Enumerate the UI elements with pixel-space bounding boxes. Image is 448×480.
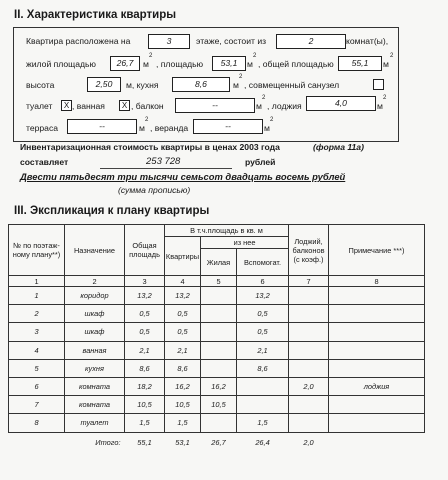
bath-checkbox: X	[119, 100, 130, 111]
header-flats: Квартиры	[165, 237, 201, 276]
label-bath: , ванная	[72, 101, 105, 111]
table-row	[9, 359, 425, 377]
cell-aux: 0,5	[237, 323, 289, 341]
cell-num: 7	[9, 396, 65, 414]
loggia-field: 4,0	[306, 96, 376, 111]
unit-sup: 2	[383, 95, 387, 101]
cell-name: кухня	[65, 359, 125, 377]
unit-m: м	[247, 59, 253, 69]
cell-num: 8	[9, 414, 65, 432]
cell-note	[329, 341, 425, 359]
unit-sup: 2	[390, 53, 394, 59]
section-2-title: II. Характеристика квартиры	[14, 9, 177, 21]
cell-loggia	[289, 396, 329, 414]
cell-num: 5	[9, 359, 65, 377]
cost-label: Инвентаризационная стоимость квартиры в ценах 2003 года	[20, 142, 280, 152]
col-number: 6	[237, 276, 289, 287]
cell-loggia: 2,0	[289, 377, 329, 395]
cell-total: 18,2	[125, 377, 165, 395]
cell-num: 4	[9, 341, 65, 359]
header-of-which: из нее	[201, 237, 289, 249]
cell-num: 1	[9, 287, 65, 305]
cost-form: (форма 11а)	[313, 142, 364, 152]
cost-unit: рублей	[245, 157, 276, 167]
cell-aux	[237, 396, 289, 414]
unit-m: м	[256, 101, 262, 111]
header-note: Примечание ***)	[329, 225, 425, 276]
combined-bathroom-checkbox	[373, 79, 384, 90]
cost-words: Двести пятьдесят три тысячи семьсот двадцать восемь рублей	[20, 171, 346, 182]
unit-sup: 2	[262, 95, 266, 101]
cell-loggia	[289, 305, 329, 323]
toilet-checkbox: X	[61, 100, 72, 111]
cost-words-note: (сумма прописью)	[118, 185, 191, 195]
section-3-title: III. Экспликация к плану квартиры	[14, 205, 210, 217]
table-row	[9, 341, 425, 359]
cell-note	[329, 396, 425, 414]
height-field: 2,50	[87, 77, 121, 92]
cell-aux	[237, 377, 289, 395]
unit-sup: 2	[149, 53, 153, 59]
cell-name: шкаф	[65, 305, 125, 323]
label-terrace: терраса	[26, 123, 59, 133]
cell-num: 3	[9, 323, 65, 341]
balcony-field: --	[175, 98, 255, 113]
area-field: 53,1	[212, 56, 246, 71]
cell-name: ванная	[65, 341, 125, 359]
cell-flat: 1,5	[165, 414, 201, 432]
cell-total: 2,1	[125, 341, 165, 359]
col-number: 5	[201, 276, 237, 287]
cell-note	[329, 359, 425, 377]
cell-total: 1,5	[125, 414, 165, 432]
label-total-area: , общей площадью	[258, 59, 334, 69]
header-living: Жилая	[201, 249, 237, 276]
label-living: жилой площадью	[26, 59, 96, 69]
cell-note: лоджия	[329, 377, 425, 395]
label-veranda: , веранда	[150, 123, 189, 133]
cell-note	[329, 414, 425, 432]
col-number: 4	[165, 276, 201, 287]
header-total: Общая площадь	[125, 225, 165, 276]
label-rooms-suffix: комнат(ы),	[346, 36, 389, 46]
cell-flat: 2,1	[165, 341, 201, 359]
cell-flat: 10,5	[165, 396, 201, 414]
unit-sup: 2	[145, 117, 149, 123]
floor-field: 3	[148, 34, 190, 49]
cell-flat: 13,2	[165, 287, 201, 305]
cell-living	[201, 414, 237, 432]
cell-living	[201, 287, 237, 305]
cell-aux: 13,2	[237, 287, 289, 305]
kitchen-field: 8,6	[172, 77, 230, 92]
cell-note	[329, 323, 425, 341]
cell-name: коридор	[65, 287, 125, 305]
totals-label: Итого:	[95, 438, 121, 447]
cell-total: 0,5	[125, 305, 165, 323]
unit-m: м	[143, 59, 149, 69]
label-height: высота	[26, 80, 55, 90]
cell-loggia	[289, 341, 329, 359]
rooms-field: 2	[276, 34, 346, 49]
label-bathroom: , совмещенный санузел	[244, 80, 340, 90]
veranda-field: --	[193, 119, 263, 134]
cell-loggia	[289, 287, 329, 305]
unit-sup: 2	[239, 74, 243, 80]
totals-aux: 26,4	[255, 438, 270, 447]
cost-underline	[100, 168, 232, 169]
cell-aux: 1,5	[237, 414, 289, 432]
totals-living: 26,7	[211, 438, 226, 447]
cell-name: туалет	[65, 414, 125, 432]
unit-sup: 2	[253, 53, 257, 59]
header-aux: Вспомогат.	[237, 249, 289, 276]
cell-aux: 0,5	[237, 305, 289, 323]
cell-living: 10,5	[201, 396, 237, 414]
cell-loggia	[289, 414, 329, 432]
cell-name: шкаф	[65, 323, 125, 341]
cell-note	[329, 287, 425, 305]
header-num: № по поэтаж-ному плану**)	[9, 225, 65, 276]
table-row	[9, 305, 425, 323]
cell-total: 10,5	[125, 396, 165, 414]
living-area-field: 26,7	[110, 56, 140, 71]
total-area-field: 55,1	[338, 56, 382, 71]
totals-total: 55,1	[137, 438, 152, 447]
table-row	[9, 396, 425, 414]
table-row	[9, 287, 425, 305]
col-number: 8	[329, 276, 425, 287]
header-incl: В т.ч.площадь в кв. м	[165, 225, 289, 237]
cell-aux: 8,6	[237, 359, 289, 377]
cell-living: 16,2	[201, 377, 237, 395]
label-floor: Квартира расположена на	[26, 36, 131, 46]
col-number: 2	[65, 276, 125, 287]
cell-total: 8,6	[125, 359, 165, 377]
totals-loggia: 2,0	[303, 438, 314, 447]
cell-aux: 2,1	[237, 341, 289, 359]
label-loggia: , лоджия	[267, 101, 302, 111]
unit-m: м	[139, 123, 145, 133]
header-purpose: Назначение	[65, 225, 125, 276]
table-row	[9, 414, 425, 432]
cost-value: 253 728	[146, 156, 181, 167]
label-balcony: , балкон	[131, 101, 164, 111]
cell-flat: 16,2	[165, 377, 201, 395]
cell-living	[201, 305, 237, 323]
cell-note	[329, 305, 425, 323]
cell-flat: 8,6	[165, 359, 201, 377]
label-rooms: этаже, состоит из	[196, 36, 267, 46]
col-number: 7	[289, 276, 329, 287]
unit-m: м	[264, 123, 270, 133]
col-number: 1	[9, 276, 65, 287]
explication-table	[8, 224, 425, 453]
cell-living	[201, 341, 237, 359]
table-row	[9, 377, 425, 395]
label-area: , площадью	[156, 59, 204, 69]
terrace-field: --	[67, 119, 137, 134]
header-loggia: Лоджий, балконов (с коэф.)	[289, 225, 329, 276]
label-kitchen: м, кухня	[126, 80, 159, 90]
cost-prefix: составляет	[20, 157, 69, 167]
cell-loggia	[289, 359, 329, 377]
cell-name: комната	[65, 396, 125, 414]
cell-num: 6	[9, 377, 65, 395]
cell-living	[201, 323, 237, 341]
unit-m: м	[377, 101, 383, 111]
table-row	[9, 323, 425, 341]
cell-flat: 0,5	[165, 305, 201, 323]
cell-total: 0,5	[125, 323, 165, 341]
cell-living	[201, 359, 237, 377]
cell-num: 2	[9, 305, 65, 323]
unit-m: м	[233, 80, 239, 90]
unit-m: м	[383, 59, 389, 69]
totals-row	[9, 432, 425, 453]
cell-loggia	[289, 323, 329, 341]
col-number: 3	[125, 276, 165, 287]
cell-name: комната	[65, 377, 125, 395]
unit-sup: 2	[270, 117, 274, 123]
cell-total: 13,2	[125, 287, 165, 305]
cell-flat: 0,5	[165, 323, 201, 341]
label-toilet: туалет	[26, 101, 53, 111]
totals-flat: 53,1	[175, 438, 190, 447]
